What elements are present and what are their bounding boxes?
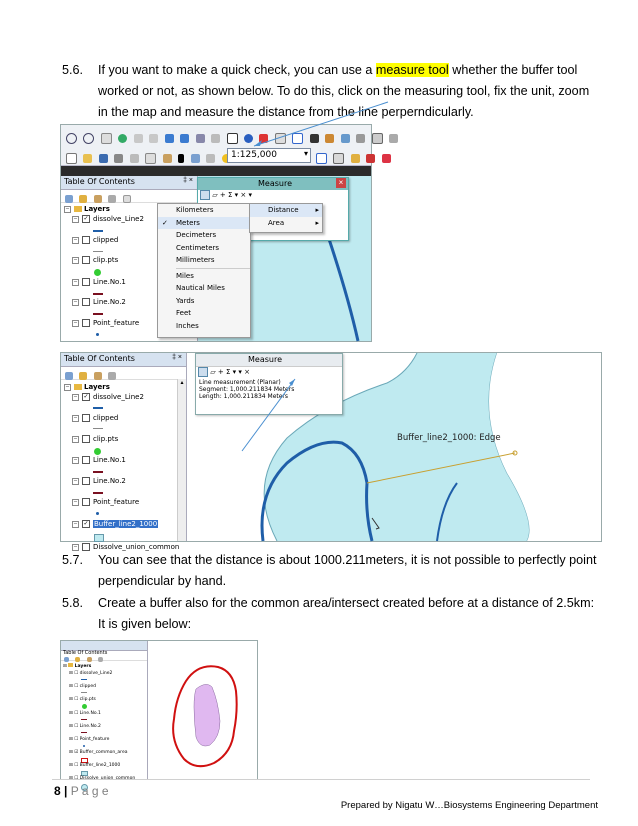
options-icon[interactable]: [123, 195, 131, 203]
layer-buffer-line2-1000[interactable]: − ✓ Buffer_line2_1000: [73, 520, 158, 528]
layer-symbol: [94, 534, 104, 542]
checkmark-icon: ✓: [162, 218, 168, 227]
show-total-icon[interactable]: Σ ▾: [227, 191, 239, 199]
list-by-selection-icon[interactable]: [108, 195, 116, 203]
catalog-window-icon[interactable]: [351, 154, 360, 163]
layer-point-feature[interactable]: ⊟ ☐ Point_feature: [69, 737, 110, 742]
toc-panel: [61, 641, 148, 779]
text-line: You can see that the distance is about 1000.211meters, it is not possible to perfectly point: [98, 553, 597, 567]
layer-symbol: [94, 448, 101, 455]
scale-dropdown[interactable]: [227, 148, 311, 163]
layer-symbol: [81, 732, 87, 733]
layer-clip-pts[interactable]: ⊟ ☐ clip.pts: [69, 697, 96, 702]
toc-title: Table Of Contents: [63, 650, 108, 656]
layer-symbol: [93, 313, 103, 315]
text-line: worked or not, as shown below. To do this, click on the measuring tool, fix the unit, zoom: [98, 84, 590, 98]
copy-icon[interactable]: [145, 153, 156, 164]
menu-item-centimeters[interactable]: Centimeters: [176, 243, 220, 252]
layer-checkbox[interactable]: [82, 236, 90, 244]
result-type: Line measurement (Planar): [199, 379, 281, 386]
unit-menu: [157, 203, 251, 338]
measure-title: Measure: [258, 179, 292, 188]
highlighted-term: measure tool: [375, 63, 449, 77]
menu-separator: [176, 268, 250, 269]
measure-feature-icon[interactable]: +: [217, 368, 224, 376]
zoom-out-icon[interactable]: [83, 133, 94, 144]
layer-checkbox[interactable]: [82, 278, 90, 286]
section-number: 5.6.: [62, 63, 84, 77]
menu-item-miles[interactable]: Miles: [176, 271, 194, 280]
text-line: perpendicular by hand.: [98, 574, 227, 588]
layer-line-no-2[interactable]: − Line.No.2: [73, 298, 126, 306]
measure-area-icon[interactable]: ▱: [210, 368, 216, 376]
list-by-source-icon[interactable]: [79, 372, 87, 380]
section-number: 5.7.: [62, 553, 84, 567]
layer-symbol: [81, 679, 87, 680]
layer-checkbox[interactable]: ✓: [83, 393, 89, 400]
map-canvas: [148, 641, 257, 779]
measure-toolbar: [198, 190, 348, 200]
chevron-up-icon[interactable]: ▴: [180, 380, 184, 386]
menu-item-decimeters[interactable]: Decimeters: [176, 231, 217, 239]
redo-icon[interactable]: [206, 154, 215, 163]
fixed-zoom-out-icon[interactable]: [149, 134, 158, 143]
measure-line-icon[interactable]: [200, 190, 210, 200]
list-by-selection-icon[interactable]: [108, 372, 116, 380]
clear-selection-icon[interactable]: [211, 134, 220, 143]
screenshot-common-buffer: [60, 640, 258, 780]
layer-dissolve-union-common[interactable]: ⊟ ☐ Dissolve_union_common: [69, 776, 136, 781]
list-by-visibility-icon[interactable]: [87, 657, 92, 662]
layer-symbol: [93, 293, 103, 295]
map-view[interactable]: [148, 641, 257, 779]
measure-area-icon[interactable]: ▱: [212, 191, 218, 199]
pan-icon[interactable]: [101, 133, 112, 144]
layers-folder-icon: [74, 206, 82, 212]
page-number: 8 | P a g e: [54, 784, 109, 798]
list-by-drawing-order-icon[interactable]: [65, 195, 73, 203]
layer-dissolve-line2[interactable]: − ✓ dissolve_Line2: [73, 215, 144, 223]
toc-toolbar: [61, 367, 186, 380]
save-icon[interactable]: [99, 154, 108, 163]
river-line: [328, 236, 358, 341]
layer-checkbox[interactable]: ✓: [83, 215, 89, 222]
measure-feature-icon[interactable]: +: [219, 191, 226, 199]
list-by-drawing-order-icon[interactable]: [65, 372, 73, 380]
clear-icon[interactable]: ×: [244, 368, 250, 376]
layer-symbol: [93, 428, 103, 429]
section-text: [98, 550, 618, 592]
select-elements-icon[interactable]: [227, 133, 238, 144]
menu-item-nautical-miles[interactable]: Nautical Miles: [176, 284, 225, 292]
layer-line-no-2[interactable]: ⊟ ☐ Line.No.2: [69, 724, 101, 729]
layer-checkbox[interactable]: [82, 477, 90, 485]
toc-header: [61, 176, 197, 190]
common-area-polygon: [194, 684, 220, 746]
text-line: in the map and measure the distance from the line perperndicularly.: [98, 105, 474, 119]
layer-line-no-1[interactable]: ⊟ ☐ Line.No.1: [69, 711, 101, 716]
layer-symbol: [93, 471, 103, 473]
layer-clip-pts[interactable]: − clip.pts: [73, 435, 119, 443]
layers-group[interactable]: ⊟ Layers: [63, 664, 92, 669]
fixed-zoom-in-icon[interactable]: [134, 134, 143, 143]
measure-toolbar: [196, 367, 342, 377]
editor-toolbar-icon[interactable]: [316, 153, 327, 164]
list-by-selection-icon[interactable]: [98, 657, 103, 662]
scale-value: 1:125,000: [231, 150, 277, 160]
list-by-source-icon[interactable]: [75, 657, 80, 662]
layer-checkbox[interactable]: ✓: [83, 520, 89, 527]
measure-title: Measure: [248, 355, 282, 364]
back-icon[interactable]: [165, 134, 174, 143]
toc-panel: [61, 353, 187, 551]
map-background-top: [61, 166, 371, 176]
menu-item-area[interactable]: Area ▸: [250, 217, 322, 230]
layer-symbol: [94, 269, 101, 276]
layer-dissolve-line2[interactable]: ⊟ ☐ dissolve_Line2: [69, 671, 113, 676]
measure-titlebar: [196, 354, 342, 367]
list-by-drawing-order-icon[interactable]: [64, 657, 69, 662]
layer-symbol: [93, 492, 103, 494]
layer-clipped[interactable]: ⊟ ☐ clipped: [69, 684, 96, 689]
layer-clip-pts[interactable]: − clip.pts: [73, 256, 119, 264]
section-number: 5.8.: [62, 596, 84, 610]
list-by-visibility-icon[interactable]: [94, 372, 102, 380]
delete-icon[interactable]: [178, 154, 184, 163]
measure-type-menu: [249, 203, 323, 233]
menu-item-inches[interactable]: Inches: [176, 321, 199, 330]
chevron-down-icon[interactable]: ▾: [303, 149, 308, 158]
screenshot-measure-units: [60, 124, 372, 342]
layer-symbol: [93, 407, 103, 409]
text-line: It is given below:: [98, 617, 192, 631]
layer-line-no-2[interactable]: − Line.No.2: [73, 477, 126, 485]
full-extent-icon[interactable]: [118, 134, 127, 143]
cut-icon[interactable]: [130, 154, 139, 163]
layer-symbol: [81, 692, 87, 693]
layer-checkbox[interactable]: [82, 256, 90, 264]
units-icon[interactable]: ▾: [238, 368, 242, 376]
text-line: If you want to make a quick check, you can use a measure tool whether the buffer tool: [98, 63, 578, 77]
layer-checkbox[interactable]: [82, 319, 90, 327]
layer-checkbox[interactable]: [82, 456, 90, 464]
layer-point-feature[interactable]: − Point_feature: [73, 498, 140, 506]
text-line: Create a buffer also for the common area/intersect created before at a distance of 2.5km:: [98, 596, 595, 610]
layer-dissolve-union-common[interactable]: − Dissolve_union_common: [73, 543, 180, 551]
toc-window-icon[interactable]: [333, 153, 344, 164]
layer-symbol: [96, 512, 99, 515]
annotation-arrow: [250, 100, 390, 150]
new-document-icon[interactable]: [66, 153, 77, 164]
snap-tip-label: Buffer_line2_1000: Edge: [397, 433, 501, 443]
show-total-icon[interactable]: Σ ▾: [225, 368, 237, 376]
chevron-right-icon: ▸: [315, 206, 319, 214]
layer-buffer-common-area[interactable]: ⊟ ☑ Buffer_common_area: [69, 750, 128, 755]
layers-group[interactable]: − Layers: [65, 383, 110, 391]
layers-group[interactable]: − Layers: [65, 205, 110, 213]
list-by-visibility-icon[interactable]: [94, 195, 102, 203]
layer-symbol: [93, 251, 103, 252]
toc-toolbar: [61, 651, 147, 661]
result-segment: Segment: 1,000.211834 Meters: [199, 386, 295, 393]
section-text: [98, 593, 618, 635]
layer-checkbox[interactable]: [82, 298, 90, 306]
menu-item-yards[interactable]: Yards: [176, 296, 195, 305]
menu-item-feet[interactable]: Feet: [176, 309, 192, 317]
toc-scrollbar[interactable]: [177, 379, 186, 541]
toc-title: Table Of Contents: [64, 177, 135, 186]
measure-titlebar: [198, 178, 348, 190]
toc-pin-close[interactable]: ‡ ×: [183, 177, 193, 184]
swipe-icon[interactable]: [389, 134, 398, 143]
layer-symbol: [82, 704, 87, 709]
layer-symbol: [83, 745, 85, 747]
clear-icon[interactable]: × ▾: [240, 191, 252, 199]
layer-clipped[interactable]: − clipped: [73, 414, 119, 422]
layers-folder-icon: [74, 384, 82, 390]
layer-symbol: [81, 719, 87, 720]
layer-dissolve-line2[interactable]: − ✓ dissolve_Line2: [73, 393, 144, 401]
menu-item-distance[interactable]: Distance ▸: [250, 204, 322, 217]
layer-checkbox[interactable]: [82, 435, 90, 443]
layer-checkbox[interactable]: [82, 498, 90, 506]
open-folder-icon[interactable]: [83, 154, 92, 163]
toc-header: [61, 353, 186, 367]
select-features-icon[interactable]: [196, 134, 205, 143]
undo-icon[interactable]: [191, 154, 200, 163]
forward-icon[interactable]: [180, 134, 189, 143]
layer-buffer-line2-1000[interactable]: ⊟ ☐ Buffer_line2_1000: [69, 763, 121, 768]
layer-checkbox[interactable]: [82, 414, 90, 422]
layer-symbol: [93, 230, 103, 232]
menu-item-millimeters[interactable]: Millimeters: [176, 256, 215, 264]
close-icon[interactable]: ×: [336, 178, 346, 188]
screenshot-measure-result: [60, 352, 602, 551]
zoom-in-icon[interactable]: [66, 133, 77, 144]
toc-toolbar: [61, 190, 197, 203]
toc-header: [61, 641, 147, 656]
arctoolbox-icon[interactable]: [382, 154, 391, 163]
measure-line-icon[interactable]: [198, 367, 208, 377]
layer-clipped[interactable]: − clipped: [73, 236, 119, 244]
layer-symbol: [96, 333, 99, 336]
annotation-arrow: [239, 377, 299, 453]
layer-point-feature[interactable]: − Point_feature: [73, 319, 140, 327]
footer-rule: [52, 779, 590, 780]
menu-item-meters[interactable]: ✓ Meters: [158, 217, 250, 230]
toc-title: Table Of Contents: [64, 354, 135, 363]
chevron-right-icon: ▸: [315, 218, 319, 227]
search-window-icon[interactable]: [366, 154, 375, 163]
layer-line-no-1[interactable]: − Line.No.1: [73, 456, 126, 464]
toc-pin-close[interactable]: ‡ ×: [172, 354, 182, 361]
print-icon[interactable]: [114, 154, 123, 163]
result-length: Length: 1,000.211834 Meters: [199, 393, 289, 400]
paste-icon[interactable]: [163, 154, 172, 163]
prepared-by: Prepared by Nigatu W…Biosystems Engineering Department: [340, 800, 598, 811]
menu-item-kilometers[interactable]: Kilometers: [176, 206, 214, 214]
layer-line-no-1[interactable]: − Line.No.1: [73, 278, 126, 286]
list-by-source-icon[interactable]: [79, 195, 87, 203]
